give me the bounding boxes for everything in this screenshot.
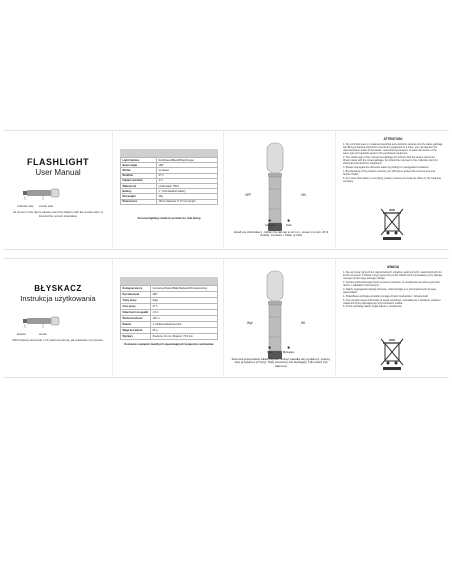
spec-table xyxy=(120,285,218,340)
spec-header xyxy=(120,277,218,285)
table-row: Light Options Red/Green/Blue/White/Orange xyxy=(121,158,218,163)
table-row: Wymiary Średnica: 16 mm; Długość: 73,5 mm xyxy=(121,334,218,340)
list-item: 3. Please segregate the domestic waste by putting it to designated containers. xyxy=(343,165,430,169)
specifications-panel xyxy=(114,259,224,379)
installation-panel xyxy=(225,131,336,251)
table-row: Impact resistant 1 m xyxy=(121,178,218,183)
list-item: 2. Symbol przekreślonego kosza na śmieci oznacza, że urządzenia nie wolno wyrzucać razem z odpadami zmieszanymi. xyxy=(343,280,440,287)
installation-note: Zamontuj jedną baterię Alkaiczną AAA, dokręć nasadkę aby ją włączyć, poluzuj, żeby ją wyłączyć (2 tryby): Stały (czerwony) lub błyskający. Tylko jeden tryb włączony! xyxy=(231,357,331,368)
attention-title: ATTENTION! xyxy=(383,137,403,141)
disposal-panel xyxy=(337,131,449,251)
specifications-panel xyxy=(114,131,224,251)
on-label: ON xyxy=(301,193,306,197)
cover-panel xyxy=(3,131,113,251)
spec-table xyxy=(120,157,218,205)
cathode-label: Cathode side xyxy=(17,204,34,208)
table-row: Dostępne kolory Czerwony/Zielony/Biały/Niebieski/Pomarańczowy xyxy=(121,286,218,292)
product-title: FLASHLIGHT xyxy=(27,157,89,167)
attention-title: UWAGA xyxy=(386,265,400,269)
disposal-panel xyxy=(337,259,449,379)
crossed-bin-icon xyxy=(377,337,407,371)
flashlight-side-icon xyxy=(21,312,63,330)
table-row: Kąt świecenia 180° xyxy=(121,292,218,298)
table-row: Modes Constant xyxy=(121,168,218,173)
list-item: 1. Nie wyrzucaj zużytych lub niepotrzebnych urządzeń elektrycznych i elektronicznych do kosza na śmieci. Przekaż zużyty sprzęt do punktu zbiórki lub do sprzedawcy przy zakupie nowego sprzętu tego samego rodzaju. xyxy=(343,271,443,281)
off-label: OFF xyxy=(245,193,252,197)
off-label: Wył. xyxy=(247,321,254,325)
list-item: 4. Prawidłowa utylizacja produktu pomaga chronić środowisko i zdrowie ludzi. xyxy=(343,294,429,298)
attention-list xyxy=(343,271,443,309)
table-row: Battery 1 * AAA Alkaline battery xyxy=(121,189,218,194)
flash-icon: ✸ xyxy=(287,218,291,223)
list-item: 2. The visible sign of the crossed out garbage bin informs that the device cannot be thrown away with the mixed garbage, but should be returned to the collection point for electrical and electronic equipment. xyxy=(343,155,438,166)
anode-label: Anode side xyxy=(39,204,53,208)
list-item: 1. Do not throw used or unwanted electrical and electronic devices into the waste garbage can.Bring unwanted electrical or electronic equipment to a store, you can dispose the used electronic waste of the dealer, remembering however, to leave the device of the same type and quantity equal to the purchased equipment. xyxy=(343,143,443,156)
installation-note: Install one AAA battery , tighten the tail cap to turn on , loosen it to turn off (2 modes): Constant + Flash (1-2Hz) xyxy=(233,230,329,238)
product-title: BŁYSKACZ xyxy=(34,284,82,293)
table-row: Waga bez baterii 25 g xyxy=(121,328,218,334)
attention-list xyxy=(343,143,443,184)
list-item: 5. For more information on recycling, please contact your local city office or city Cleaning company. xyxy=(343,176,441,183)
anode-label: anoda xyxy=(39,332,47,336)
english-manual-sheet xyxy=(3,130,449,250)
table-row: Baterie 1 x Bateria Alkaiczna AAA xyxy=(121,322,218,328)
list-item: 5. Aby uzyskać więcej informacji na temat recyklingu, skontaktuj się z lokalnym urzędem miasta lub firmą zajmującą się oczyszczaniem miasta. xyxy=(343,298,441,305)
table-row: Tryby pracy Stały xyxy=(121,298,218,304)
cover-panel xyxy=(3,259,113,379)
flash-label: Flash xyxy=(286,224,292,227)
crossed-bin-icon xyxy=(377,207,407,241)
sun-icon: ✺ xyxy=(268,218,272,223)
flash-icon: ✸ xyxy=(287,345,291,350)
list-item: 4. By disposing of the product correctly you will help to protect the environment and human health. xyxy=(343,169,435,176)
spec-footnote: Personal lighting solutions provider for safe diving xyxy=(137,217,201,220)
spec-footnote: Dostawca rozwiązań świetlnych zapewniających bezpieczne nurkowanie xyxy=(124,343,214,346)
table-row: Wodoszczelność 100 m xyxy=(121,316,218,322)
table-row: Waterproof Underwater 750m xyxy=(121,183,218,188)
polish-manual-sheet xyxy=(3,258,449,378)
list-item: 6. Przed utylizacją należy wyjąć baterie z urządzenia. xyxy=(343,305,403,309)
table-row: Czas pracy 37 h xyxy=(121,304,218,310)
battery-orientation-note: As shown in the figure please insert the battery with the anode side (+) forward the correct orientation xyxy=(12,210,104,218)
flash-label: Błyskające xyxy=(283,351,295,354)
constant-label: Constant xyxy=(265,224,275,227)
manual-subtitle: Instrukcja użytkowania xyxy=(20,294,96,303)
on-label: Wł. xyxy=(301,321,306,325)
table-row: Odporność na upadki 1,5 m xyxy=(121,310,218,316)
table-row: Net weight 25g xyxy=(121,194,218,199)
sun-icon: ✺ xyxy=(268,345,272,350)
constant-label: Stałe xyxy=(267,351,273,354)
spec-header xyxy=(120,149,218,157)
installation-panel xyxy=(225,259,336,379)
table-row: Runtime 37 h xyxy=(121,173,218,178)
table-row: Beam angle 180° xyxy=(121,163,218,168)
table-row: Dimensions 16mm diameter X 73 mm length xyxy=(121,199,218,204)
cathode-label: katoda xyxy=(17,332,26,336)
list-item: 3. Należy segregować odpady domowe, umieszczając je w przeznaczonych do tego pojemnikach. xyxy=(343,287,436,294)
battery-orientation-note: Włóż baterię stosownie z ich włożoną stroną, jak pokazano na rysunku. xyxy=(12,338,104,342)
manual-subtitle: User Manual xyxy=(35,168,81,177)
flashlight-side-icon xyxy=(21,184,63,202)
